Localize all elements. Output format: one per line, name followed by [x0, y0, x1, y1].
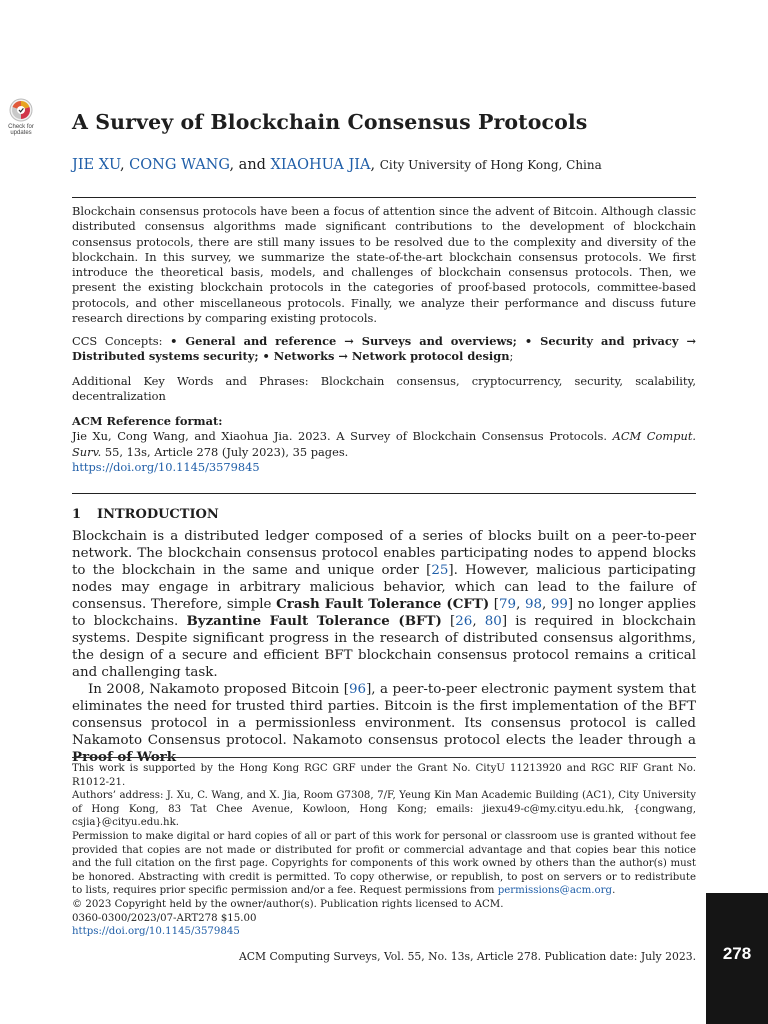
term-cft: Crash Fault Tolerance (CFT) — [276, 596, 490, 612]
text: , — [542, 597, 551, 612]
paper-title: A Survey of Blockchain Consensus Protocols — [72, 110, 588, 134]
section-rule — [72, 493, 696, 494]
author-link-jie-xu[interactable]: JIE XU — [72, 157, 120, 173]
citation-link[interactable]: 96 — [349, 682, 367, 697]
text: , — [472, 614, 485, 629]
text: Blockchain is a distributed ledger composed of a series of blocks built on a peer-to-peer network. The blockchain consensus protocol enables participating nodes to append blocks to the blockchain in the same and unique order [ — [72, 529, 696, 578]
badge-label-line2: updates — [10, 130, 32, 136]
header-rule — [72, 197, 696, 198]
acm-reference-doi-link[interactable]: https://doi.org/10.1145/3579845 — [72, 459, 260, 474]
text: ] is required in blockchain systems. Despite significant progress in the research of distributed consensus algorithms, the design of a secure and efficient BFT blockchain consensus protocol remains a critical and challenging task. — [72, 614, 697, 680]
footnote-copyright: © 2023 Copyright held by the owner/author(s). Publication rights licensed to ACM. — [72, 898, 504, 910]
text: ], a peer-to-peer electronic payment system that eliminates the need for trusted third parties. Bitcoin is the first implementation of the BFT consensus protocol in a permissionless environment. Its consensus protocol is called Nakamoto Consensus protocol. Nakamoto consensus protocol elects the leader through a — [72, 682, 697, 748]
page-number: 278 — [722, 944, 752, 963]
author-separator: , — [119, 157, 130, 173]
affiliation: City University of Hong Kong, China — [379, 158, 602, 172]
footnote-address: Authors’ address: J. Xu, C. Wang, and X. Jia, Room G7308, 7/F, Yeung Kin Man Academic Building (AC1), City University of Hong Kong, 83 Tat Chee Avenue, Kowloon, Hong Kong; emails: jiexu49-c@my.cityu.edu.hk, {congwang, csjia}@cityu.edu.hk. — [72, 790, 696, 829]
footnote-issn: 0360-0300/2023/07-ART278 $15.00 — [72, 912, 257, 924]
text: , — [516, 597, 525, 612]
permissions-email-link[interactable]: permissions@acm.org — [497, 885, 613, 897]
badge-label-line1: Check for — [8, 124, 34, 130]
footnote-permission — [72, 830, 696, 898]
section-title: INTRODUCTION — [97, 507, 219, 522]
text: Permission to make digital or hard copies of all or part of this work for personal or classroom use is granted without fee provided that copies are not made or distributed for profit or commercial advantage and that copies bear this notice and the full citation on the first page. Copyrights for components of this work owned by others than the author(s) must be honored. Abstracting with credit is permitted. To copy otherwise, or republish, to post on servers or to redistribute to lists, requires prior specific permission and/or a fee. Request permissions from — [72, 830, 696, 897]
footnote-doi-link[interactable]: https://doi.org/10.1145/3579845 — [72, 926, 240, 938]
author-line — [72, 157, 602, 173]
keywords: Additional Key Words and Phrases: Blockchain consensus, cryptocurrency, security, scalability, decentralization — [72, 374, 696, 404]
text: [ — [441, 614, 456, 629]
ccs-concept-list: • General and reference → Surveys and overviews; • Security and privacy → Distributed systems security; • Networks → Network protocol design — [72, 334, 697, 364]
check-for-updates-badge[interactable] — [0, 97, 42, 139]
section-number: 1 — [72, 507, 82, 522]
citation-link[interactable]: 79 — [499, 597, 517, 612]
citation-link[interactable]: 98 — [524, 597, 542, 612]
text: ] no longer applies to blockchains. — [72, 597, 697, 629]
acm-reference-text: Jie Xu, Cong Wang, and Xiaohua Jia. 2023. A Survey of Blockchain Consensus Protocols. — [72, 429, 607, 444]
text: ]. However, malicious participating nodes may engage in arbitrary malicious behavior, which can lead to the failure of consensus. Therefore, simple — [72, 563, 696, 612]
ccs-label: CCS Concepts: — [72, 334, 163, 348]
author-separator: , — [370, 157, 380, 173]
acm-reference-label: ACM Reference format: — [72, 414, 223, 428]
text: . — [612, 885, 616, 897]
author-link-cong-wang[interactable]: CONG WANG — [129, 157, 230, 173]
text: In 2008, Nakamoto proposed Bitcoin [ — [88, 682, 350, 697]
author-separator: , and — [229, 157, 271, 173]
acm-reference — [72, 414, 696, 475]
text: [ — [489, 597, 500, 612]
intro-paragraph-2 — [72, 681, 696, 766]
check-for-updates-icon — [0, 97, 42, 123]
citation-link[interactable]: 25 — [431, 563, 449, 578]
page-footer: ACM Computing Surveys, Vol. 55, No. 13s, Article 278. Publication date: July 2023. — [238, 950, 696, 963]
ccs-end: ; — [509, 349, 514, 364]
intro-paragraph-1 — [72, 528, 696, 681]
citation-link[interactable]: 99 — [550, 597, 568, 612]
term-pow: Proof of Work — [72, 749, 176, 765]
abstract: Blockchain consensus protocols have been a focus of attention since the advent of Bitcoin. Although classic distributed consensus algorithms made significant contributions to the development of blockchain consensus protocols, there are still many issues to be resolved due to the complexity and diversity of the blockchain. In this survey, we summarize the state-of-the-art blockchain consensus protocols. We first introduce the theoretical basis, models, and challenges of blockchain consensus protocols. Then, we present the existing blockchain protocols in the categories of proof-based protocols, committee-based protocols, and other miscellaneous protocols. Finally, we analyze their performance and discuss future research directions by comparing existing protocols. — [72, 204, 696, 326]
footnote-rule — [72, 757, 696, 758]
footnotes — [72, 762, 696, 939]
acm-reference-volume: 55, 13s, Article 278 (July 2023), 35 pages. — [104, 444, 349, 459]
citation-link[interactable]: 80 — [484, 614, 502, 629]
ccs-concepts — [72, 334, 696, 365]
footnote-grant: This work is supported by the Hong Kong RGC GRF under the Grant No. CityU 11213920 and RGC RIF Grant No. R1012-21. — [72, 763, 696, 788]
author-link-xiaohua-jia[interactable]: XIAOHUA JIA — [270, 157, 371, 173]
acm-reference-journal: ACM Comput. Surv. — [72, 429, 697, 459]
section-heading — [72, 507, 219, 522]
introduction-body — [72, 528, 696, 766]
citation-link[interactable]: 26 — [455, 614, 473, 629]
term-bft: Byzantine Fault Tolerance (BFT) — [186, 613, 442, 629]
